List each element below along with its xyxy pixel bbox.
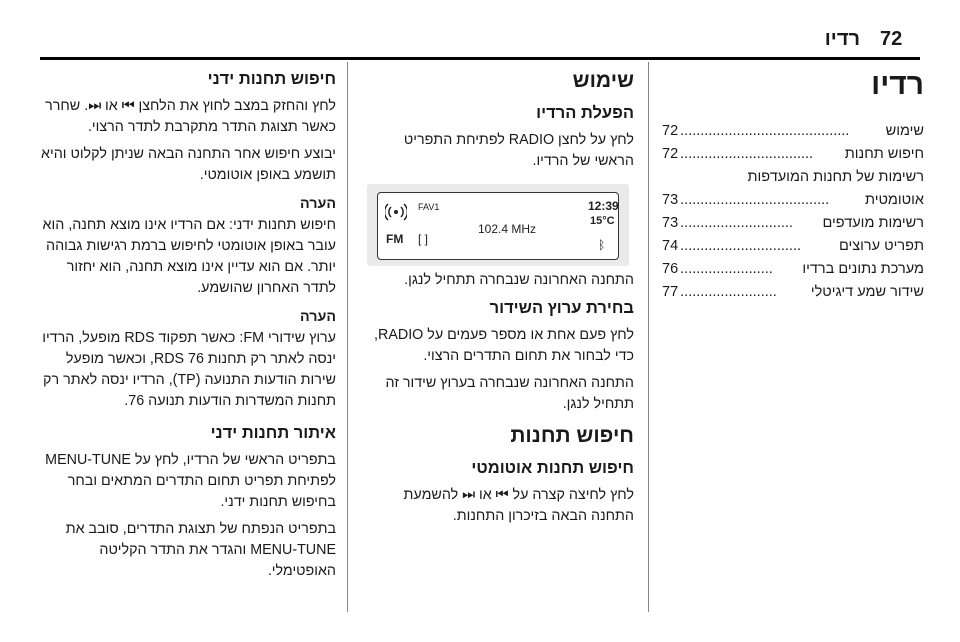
toc-entry-page: 73 (662, 192, 679, 208)
toc-entry-page: 74 (662, 238, 679, 254)
station-brackets: [ ] (418, 232, 429, 246)
temperature: 15°C (590, 215, 615, 227)
note-1-text: חיפוש תחנות ידני: אם הרדיו אינו מוצא תחנה, הוא עובר באופן אוטומטי לחיפוש ברמת רגישות גבוהה יותר. אם הוא עדיין אינו מוצא תחנה, הוא יחזור לתדר האחרון שהושמע. (42, 217, 336, 296)
para-manual-search-2: יבוצע חיפוש אחר התחנה הבאה שניתן לקלוט והיא תושמע באופן אוטומטי. (41, 146, 336, 183)
toc-entry-page: 76 (662, 261, 679, 277)
toc-leader-dots: .......................................... (680, 123, 850, 139)
antenna-icon (385, 201, 407, 223)
toc-entry[interactable] (662, 143, 924, 166)
toc-entry-page: 73 (662, 215, 679, 231)
column-divider-right (648, 62, 649, 612)
toc-entry[interactable] (662, 281, 924, 304)
note-1-title: הערה (300, 196, 336, 212)
clock: 12:39 (588, 199, 619, 213)
section-title-usage: שימוש (572, 69, 634, 92)
subtitle-band-select: בחירת ערוץ השידור (489, 299, 634, 317)
frequency: 102.4 MHz (478, 222, 537, 236)
toc-entry-label: רשימות מועדפים (822, 215, 924, 231)
toc-leader-dots: .............................. (680, 238, 801, 254)
toc-entry[interactable] (662, 258, 924, 281)
toc-leader-dots: ................................. (680, 146, 814, 162)
toc-entry-label: שידור שמע דיגיטלי (810, 284, 924, 300)
toc-entry[interactable] (662, 120, 924, 143)
para-auto-search: לחץ לחיצה קצרה על ⏮︎ או ⏭︎ להשמעת התחנה הבאה בזיכרון התחנות. (403, 487, 634, 524)
toc-title: רדיו (871, 68, 924, 101)
toc-entry-page: 77 (662, 284, 679, 300)
para-manual-search-1: לחץ והחזק במצב לחוץ את הלחצן ⏮︎ או ⏭︎. שחרר כאשר תצוגת התדר מתקרבת לתדר הרצוי. (45, 98, 336, 135)
subtitle-radio-on: הפעלת הרדיו (536, 104, 634, 122)
section-title-manual-tune: איתור תחנות ידני (210, 424, 336, 442)
note-1 (34, 194, 336, 299)
para-radio-on: לחץ על לחצן RADIO לפתיחת התפריט הראשי של הרדיו. (403, 132, 634, 169)
note-2-title: הערה (300, 309, 336, 325)
radio-display-image (367, 184, 629, 266)
toc-leader-dots: ........................ (680, 284, 777, 300)
band-label: FM (386, 232, 404, 246)
toc-entry-page: 72 (662, 123, 679, 139)
page-number: 72 (880, 28, 903, 50)
toc-entry-label: חיפוש תחנות (844, 146, 924, 162)
para-manual-tune-2: בתפריט הנפתח של תצוגת התדרים, סובב את MENU-TUNE והגדר את התדר הקליטה האופטימלי. (65, 521, 336, 579)
bluetooth-icon: ᛒ (598, 238, 606, 252)
toc-entry-label: אוטומטית (864, 192, 924, 208)
toc-entry[interactable] (662, 189, 924, 212)
caption-last-station: התחנה האחרונה שנבחרה תתחיל לנגן. (404, 272, 634, 288)
subtitle-auto-search: חיפוש תחנות אוטומטי (471, 459, 634, 477)
toc-leader-dots: ....................... (680, 261, 773, 277)
middle-column (362, 68, 634, 533)
column-divider-left (347, 62, 348, 612)
header-rule (40, 57, 920, 60)
radio-screen (377, 192, 619, 260)
section-title-station-search: חיפוש תחנות (510, 424, 634, 447)
para-band-select-1: לחץ פעם אחת או מספר פעמים על RADIO, כדי לבחור את תחום התדרים הרצוי. (374, 327, 634, 364)
toc-entry[interactable] (662, 235, 924, 258)
note-2-text: ערוץ שידורי FM: כאשר תפקוד RDS מופעל, הרדיו ינסה לאתר רק תחנות RDS 76, וכאשר מופעל שירות הודעות התנועה (TP), הרדיו ינסה לאתר רק תחנות המשדרות הודעות תנועה 76. (42, 330, 336, 409)
para-manual-tune-1: בתפריט הראשי של הרדיו, לחץ על MENU-TUNE לפתיחת תפריט תחום התדרים המתאים ובחר בחיפוש תחנות ידני. (45, 452, 336, 510)
toc-column (662, 68, 924, 304)
toc-entry-page: 72 (662, 146, 679, 162)
para-band-select-2: התחנה האחרונה שנבחרה בערוץ שידור זה תתחיל לנגן. (385, 375, 634, 412)
left-column (34, 68, 336, 588)
section-title-manual-search: חיפוש תחנות ידני (207, 70, 336, 88)
toc-entry-label: תפריט ערוצים (838, 238, 924, 254)
toc-entry-label: מערכת נתונים ברדיו (802, 261, 924, 277)
toc-entry[interactable] (662, 212, 924, 235)
toc-leader-dots: ..................................... (680, 192, 830, 208)
toc-entry-label: רשימות של תחנות המועדפות (747, 169, 924, 185)
note-2 (34, 307, 336, 412)
fav-label: FAV1 (418, 202, 440, 212)
toc-list (662, 120, 924, 304)
toc-entry[interactable] (662, 166, 924, 189)
toc-entry-label: שימוש (885, 123, 924, 139)
toc-leader-dots: ............................ (680, 215, 793, 231)
running-title: רדיו (824, 28, 860, 50)
